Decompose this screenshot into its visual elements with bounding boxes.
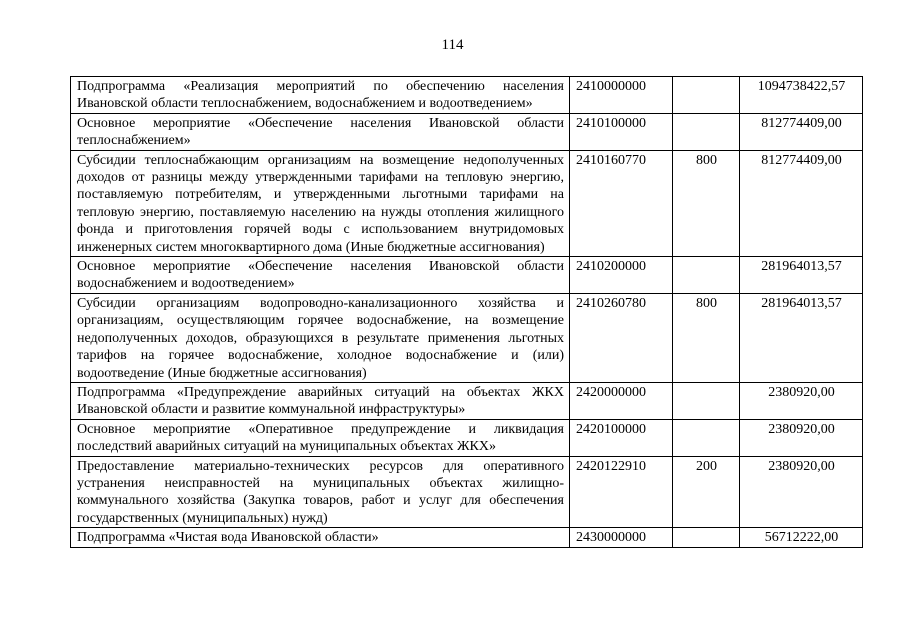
- row-expense-type: [673, 77, 740, 114]
- table-row: [71, 150, 863, 256]
- table-row: [71, 77, 863, 114]
- table-row: [71, 382, 863, 419]
- row-expense-type: 200: [673, 456, 740, 528]
- table-row: [71, 293, 863, 382]
- row-sum: 2380920,00: [740, 456, 863, 528]
- row-name: Субсидии теплоснабжающим организациям на возмещение недополученных доходов от разницы между утвержденными тарифами на тепловую энергию, поставляемую потребителям, и утвержденными льготными тарифами на тепловую энергию, поставляемую населению на нужды отопления жилищного фонда и приготовления горячей воды с использованием внутридомовых инженерных систем многоквартирного дома (Иные бюджетные ассигнования): [71, 150, 570, 256]
- row-name: Основное мероприятие «Обеспечение населения Ивановской области теплоснабжением»: [71, 113, 570, 150]
- row-name: Подпрограмма «Предупреждение аварийных ситуаций на объектах ЖКХ Ивановской области и развитие коммунальной инфраструктуры»: [71, 382, 570, 419]
- row-sum: 1094738422,57: [740, 77, 863, 114]
- row-expense-type: [673, 257, 740, 294]
- row-sum: 812774409,00: [740, 113, 863, 150]
- row-sum: 812774409,00: [740, 150, 863, 256]
- row-name: Основное мероприятие «Обеспечение населения Ивановской области водоснабжением и водоотведением»: [71, 257, 570, 294]
- row-code: 2410000000: [570, 77, 673, 114]
- row-code: 2420100000: [570, 419, 673, 456]
- row-code: 2420122910: [570, 456, 673, 528]
- row-sum: 2380920,00: [740, 382, 863, 419]
- row-name: Подпрограмма «Чистая вода Ивановской области»: [71, 528, 570, 547]
- page-number: 114: [441, 37, 464, 53]
- row-code: 2410160770: [570, 150, 673, 256]
- table-row: [71, 257, 863, 294]
- row-expense-type: [673, 419, 740, 456]
- row-expense-type: [673, 528, 740, 547]
- row-code: 2410260780: [570, 293, 673, 382]
- row-name: Основное мероприятие «Оперативное предупреждение и ликвидация последствий аварийных ситуаций на муниципальных объектах ЖКХ»: [71, 419, 570, 456]
- row-expense-type: 800: [673, 150, 740, 256]
- row-sum: 2380920,00: [740, 419, 863, 456]
- table-row: [71, 456, 863, 528]
- row-expense-type: 800: [673, 293, 740, 382]
- row-code: 2410200000: [570, 257, 673, 294]
- table-row: [71, 419, 863, 456]
- table-row: [71, 113, 863, 150]
- row-name: Субсидии организациям водопроводно-канализационного хозяйства и организациям, осуществляющим горячее водоснабжение, на возмещение недополученных доходов, образующихся в результате применения льготных тарифов на горячее водоснабжение, холодное водоснабжение и (или) водоотведение (Иные бюджетные ассигнования): [71, 293, 570, 382]
- row-expense-type: [673, 113, 740, 150]
- row-name: Предоставление материально-технических ресурсов для оперативного устранения неисправностей на муниципальных объектах жилищно-коммунального хозяйства (Закупка товаров, работ и услуг для обеспечения государственных (муниципальных) нужд): [71, 456, 570, 528]
- row-code: 2430000000: [570, 528, 673, 547]
- row-code: 2420000000: [570, 382, 673, 419]
- table-row: [71, 528, 863, 547]
- row-sum: 281964013,57: [740, 257, 863, 294]
- row-code: 2410100000: [570, 113, 673, 150]
- row-name: Подпрограмма «Реализация мероприятий по обеспечению населения Ивановской области теплоснабжением, водоснабжением и водоотведением»: [71, 77, 570, 114]
- budget-table: [70, 76, 863, 548]
- row-expense-type: [673, 382, 740, 419]
- row-sum: 56712222,00: [740, 528, 863, 547]
- row-sum: 281964013,57: [740, 293, 863, 382]
